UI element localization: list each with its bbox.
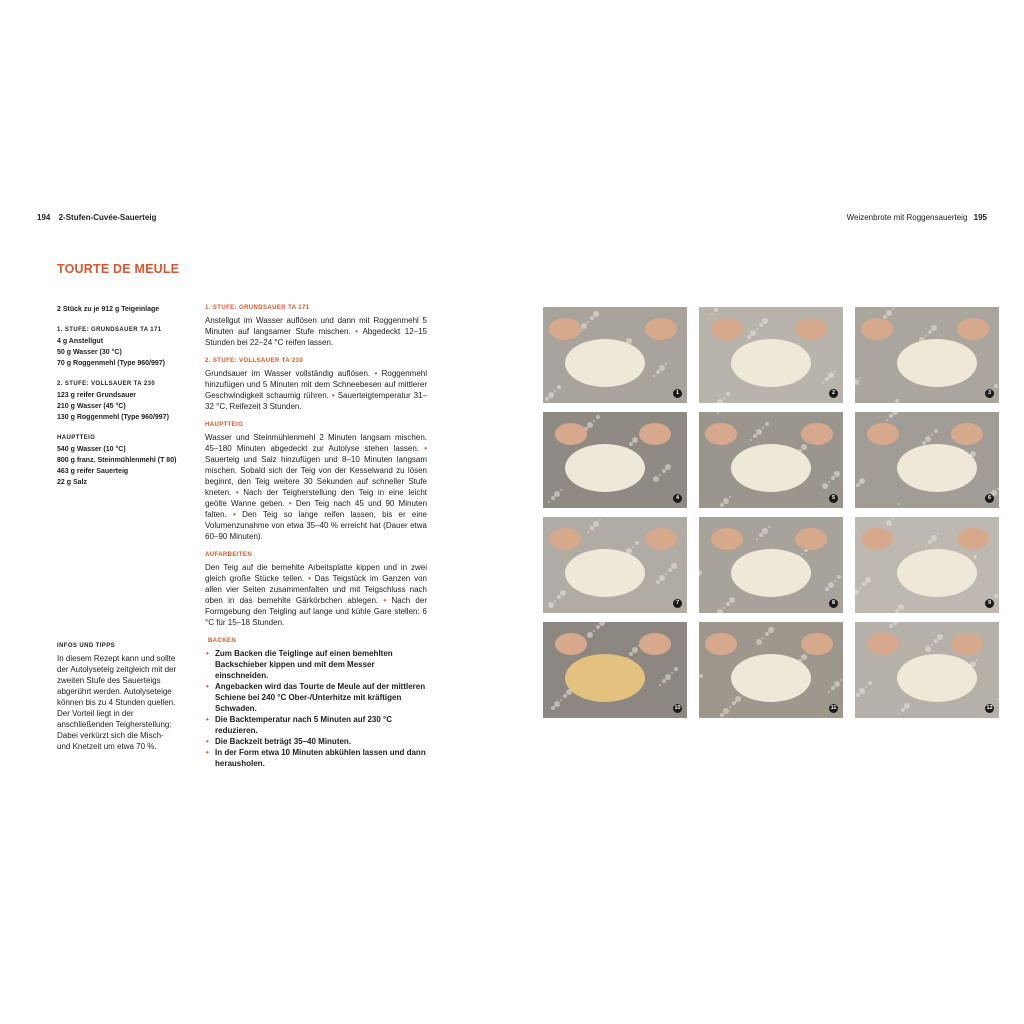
ingredient-group	[57, 325, 197, 369]
bullet-separator: •	[350, 327, 363, 336]
photo-number-badge: 9	[985, 599, 994, 608]
method-step-text	[205, 368, 427, 412]
method-step-text	[205, 562, 427, 628]
photo-illustration	[543, 517, 687, 613]
method-step-segment: Den Teig auf die bemehlte Arbeitsplatte kippen und in zwei gleich große Stücke teilen.	[205, 563, 427, 583]
photo-illustration	[699, 412, 843, 508]
photo-number-badge: 3	[985, 389, 994, 398]
page-header-left	[37, 213, 156, 222]
recipe-yield: 2 Stück zu je 912 g Teigeinlage	[57, 306, 160, 313]
method-step-text	[205, 432, 427, 542]
baking-list	[205, 648, 427, 769]
ingredient-item: 800 g franz. Steinmühlenmehl (T 80)	[57, 457, 177, 464]
method-column	[205, 303, 427, 777]
method-step-segment: Den Teig nach 45 und 90 Minuten falten.	[205, 499, 428, 519]
ingredient-group-heading: HAUPTTEIG	[57, 435, 96, 441]
ingredient-item: 130 g Roggenmehl (Type 960/997)	[57, 414, 169, 421]
bullet-separator: •	[378, 596, 392, 605]
photo-illustration	[855, 412, 999, 508]
step-photo	[543, 622, 687, 718]
baking-item: • In der Form etwa 10 Minuten abkühlen lassen und dann herausholen.	[205, 747, 427, 769]
ingredient-item: 22 g Salz	[57, 479, 87, 486]
baking-item: • Angebacken wird das Tourte de Meule auf der mittleren Schiene bei 240 °C Ober-/Unterhitze mit kräftigen Schwaden.	[205, 681, 427, 714]
photo-number-badge: 10	[674, 705, 681, 711]
ingredient-item: 70 g Roggenmehl (Type 960/997)	[57, 360, 166, 367]
photo-illustration	[699, 307, 843, 403]
bullet-separator: •	[370, 369, 382, 378]
method-step-segment: Sauerteigtemperatur 31–32 °C, Reifezeit 3 Stunden.	[205, 391, 428, 411]
photo-number-badge: 5	[829, 494, 838, 503]
ingredient-item: 50 g Wasser (30 °C)	[57, 349, 122, 356]
method-step-segment: Grundsauer im Wasser vollständig auflösen.	[205, 369, 371, 378]
step-photo	[543, 307, 687, 403]
photo-number-badge: 12	[986, 705, 993, 711]
method-step-segment: Das Teigstück im Ganzen von allen vier Seiten zusammenfalten und mit Teigschluss nach oben in das bemehlte Gärkörbchen ablegen.	[205, 574, 427, 605]
step-photo	[855, 307, 999, 403]
method-step-heading: 2. STUFE: VOLLSAUER TA 230	[205, 358, 304, 364]
method-step-block	[205, 420, 427, 542]
method-step-segment: Wasser und Steinmühlenmehl 2 Minuten langsam mischen. 45–180 Minuten abgedeckt zur Autolyse stehen lassen.	[205, 433, 427, 453]
ingredient-group-heading: 2. STUFE: VOLLSAUER TA 230	[57, 381, 156, 387]
method-step-block	[205, 356, 427, 412]
photo-number-badge: 1	[673, 389, 682, 398]
method-step-block	[205, 303, 427, 348]
method-step-heading: 1. STUFE: GRUNDSAUER TA 171	[205, 305, 310, 311]
method-step-segment: Sauerteig und Salz hinzufügen und 8–10 Minuten langsam mischen. Sobald sich der Teig von der Kesselwand zu lösen beginnt, den Teig weitere 30 Sekunden auf schneller Stufe kneten.	[205, 455, 427, 497]
photo-grid	[543, 307, 999, 719]
ingredient-group	[57, 433, 197, 488]
photo-number-badge: 7	[673, 599, 682, 608]
bullet-separator: •	[231, 488, 244, 497]
chapter-title-left: 2-Stufen-Cuvée-Sauerteig	[58, 213, 157, 222]
photo-illustration	[855, 517, 999, 613]
photo-number-badge: 8	[829, 599, 838, 608]
ingredient-item: 123 g reifer Grundsauer	[57, 392, 136, 399]
method-step-block	[205, 550, 427, 628]
photo-illustration	[543, 622, 687, 718]
infos-box	[57, 641, 177, 752]
method-step-heading: AUFARBEITEN	[205, 552, 253, 558]
photo-illustration	[855, 307, 999, 403]
step-photo	[699, 412, 843, 508]
method-step-segment: Nach der Teigherstellung den Teig in eine leicht geölte Wanne geben.	[205, 488, 428, 508]
bullet-separator: •	[419, 444, 427, 453]
step-photo	[543, 517, 687, 613]
baking-heading: BACKEN	[208, 638, 237, 644]
bullet-separator: •	[328, 391, 338, 400]
ingredient-group	[57, 379, 197, 423]
baking-item: • Zum Backen die Teiglinge auf einen bemehlten Backschieber kippen und mit dem Messer einschneiden.	[205, 648, 427, 681]
baking-block	[205, 636, 427, 769]
bullet-separator: •	[226, 510, 243, 519]
ingredients-list	[57, 304, 197, 488]
step-photo	[699, 622, 843, 718]
ingredient-item: 463 g reifer Sauerteig	[57, 468, 129, 475]
method-step-text	[205, 315, 427, 348]
chapter-title-right: Weizenbrote mit Roggensauerteig	[846, 213, 968, 222]
step-photo	[855, 412, 999, 508]
infos-heading: INFOS UND TIPPS	[57, 643, 116, 649]
photo-number-badge: 6	[985, 494, 994, 503]
method-step-segment: Nach der Formgebung den Teigling auf lange und kühle Gare stellen: 6 °C für 15–18 Stunden.	[205, 596, 427, 627]
step-photo	[855, 517, 999, 613]
photo-illustration	[543, 307, 687, 403]
method-step-segment: Den Teig so lange reifen lassen, bis er eine Volumenzunahme von etwa 35–40 % erreicht hat (Dauer etwa 60–90 Minuten).	[205, 510, 428, 541]
infos-text: In diesem Rezept kann und sollte der Autolyseteig zeitgleich mit der zweiten Stufe des Sauerteigs abgerührt werden. Autolyseteige können bis zu 4 Stunden quellen. Der Vorteil liegt in der anschließenden Teigherstellung: Dabei verkürzt sich die Misch- und Knetzeit um etwa 70 %.	[57, 654, 177, 751]
photo-number-badge: 11	[830, 705, 837, 711]
ingredient-item: 210 g Wasser (45 °C)	[57, 403, 126, 410]
photo-illustration	[855, 622, 999, 718]
step-photo	[699, 307, 843, 403]
photo-illustration	[699, 622, 843, 718]
photo-number-badge: 2	[829, 389, 838, 398]
step-photo	[543, 412, 687, 508]
bullet-separator: •	[284, 499, 296, 508]
step-photo	[855, 622, 999, 718]
photo-illustration	[699, 517, 843, 613]
step-photo	[699, 517, 843, 613]
method-step-segment: Roggenmehl hinzufügen und 5 Minuten mit dem Schneebesen auf mittlerer Geschwindigkeit schaumig rühren.	[205, 369, 427, 400]
method-step-segment: Abgedeckt 12–15 Stunden bei 22–24 °C reifen lassen.	[205, 327, 428, 347]
ingredient-item: 540 g Wasser (10 °C)	[57, 446, 126, 453]
page-number-left: 194	[37, 213, 51, 222]
method-step-heading: HAUPTTEIG	[205, 422, 244, 428]
recipe-title: TOURTE DE MEULE	[57, 262, 180, 276]
photo-number-badge: 4	[673, 494, 682, 503]
baking-item: • Die Backtemperatur nach 5 Minuten auf 230 °C reduzieren.	[205, 714, 427, 736]
ingredient-group-heading: 1. STUFE: GRUNDSAUER TA 171	[57, 327, 162, 333]
baking-item: • Die Backzeit beträgt 35–40 Minuten.	[205, 736, 427, 747]
photo-illustration	[543, 412, 687, 508]
page-header-right	[847, 213, 987, 222]
page-number-right: 195	[973, 213, 987, 222]
method-step-segment: Anstellgut im Wasser auflösen und dann mit Roggenmehl 5 Minuten auf langsamer Stufe mischen.	[205, 316, 427, 336]
ingredient-item: 4 g Anstellgut	[57, 338, 104, 345]
bullet-separator: •	[304, 574, 315, 583]
